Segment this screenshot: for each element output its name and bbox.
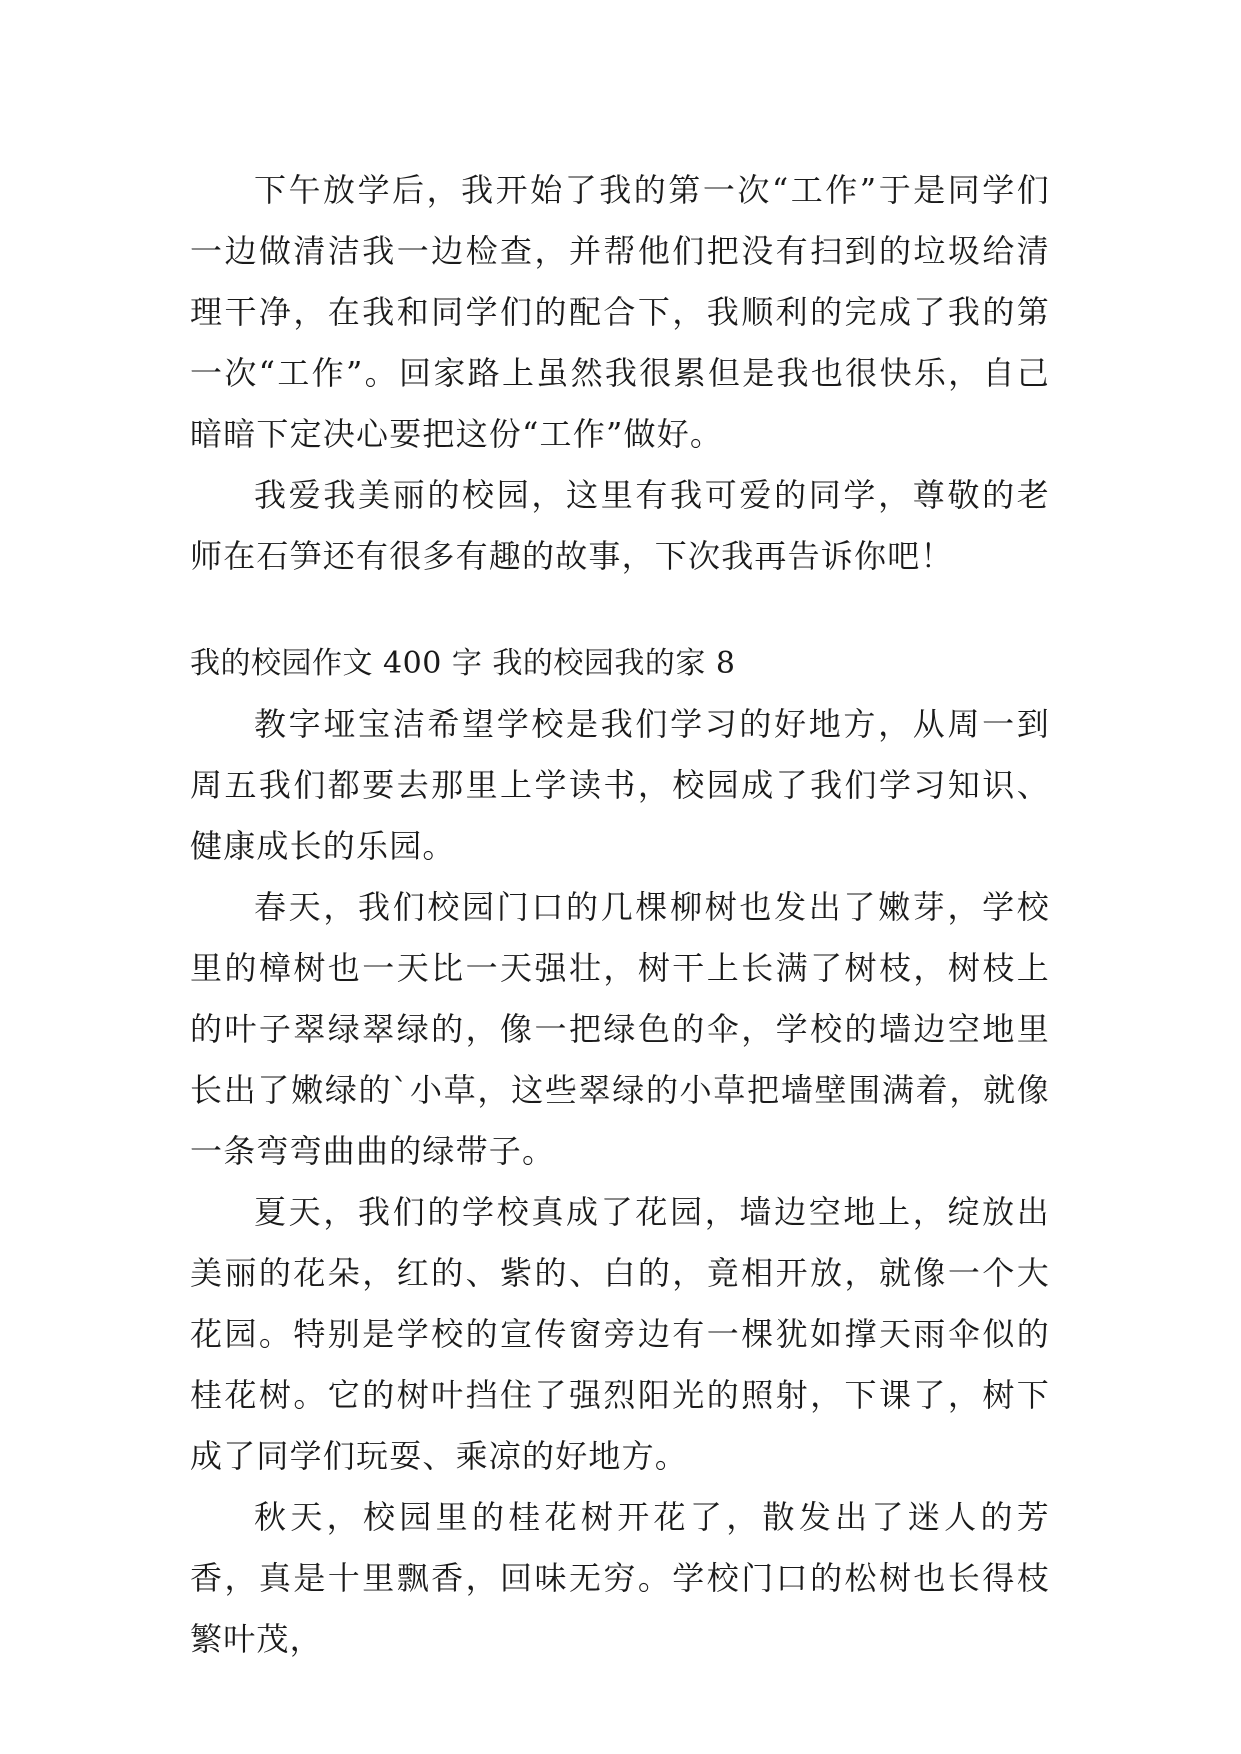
paragraph-autumn: 秋天，校园里的桂花树开花了，散发出了迷人的芳香，真是十里飘香，回味无穷。学校门口的松树也长得枝繁叶茂， bbox=[190, 1498, 1050, 1658]
paragraph-spring: 春天，我们校园门口的几棵柳树也发出了嫩芽，学校里的樟树也一天比一天强壮，树干上长满了树枝，树枝上的叶子翠绿翠绿的，像一把绿色的伞，学校的墙边空地里长出了嫩绿的`小草，这些翠绿的小草把墙壁围满着，就像一条弯弯曲曲的绿带子。 bbox=[190, 888, 1050, 1170]
essay-heading: 我的校园作文 400 字 我的校园我的家 8 bbox=[190, 646, 736, 681]
paragraph-summer: 夏天，我们的学校真成了花园，墙边空地上，绽放出美丽的花朵，红的、紫的、白的，竟相开放，就像一个大花园。特别是学校的宣传窗旁边有一棵犹如撑天雨伞似的桂花树。它的树叶挡住了强烈阳光的照射，下课了，树下成了同学们玩耍、乘凉的好地方。 bbox=[190, 1193, 1050, 1475]
paragraph-after-school-work: 下午放学后，我开始了我的第一次“工作”于是同学们一边做清洁我一边检查，并帮他们把没有扫到的垃圾给清理干净，在我和同学们的配合下，我顺利的完成了我的第一次“工作”。回家路上虽然我很累但是我也很快乐，自己暗暗下定决心要把这份“工作”做好。 bbox=[190, 171, 1050, 453]
paragraph-school-intro: 教字垭宝洁希望学校是我们学习的好地方，从周一到周五我们都要去那里上学读书，校园成了我们学习知识、健康成长的乐园。 bbox=[190, 705, 1050, 865]
paragraph-love-campus: 我爱我美丽的校园，这里有我可爱的同学，尊敬的老师在石笋还有很多有趣的故事，下次我再告诉你吧！ bbox=[190, 476, 1050, 575]
document-body bbox=[190, 160, 1050, 1670]
